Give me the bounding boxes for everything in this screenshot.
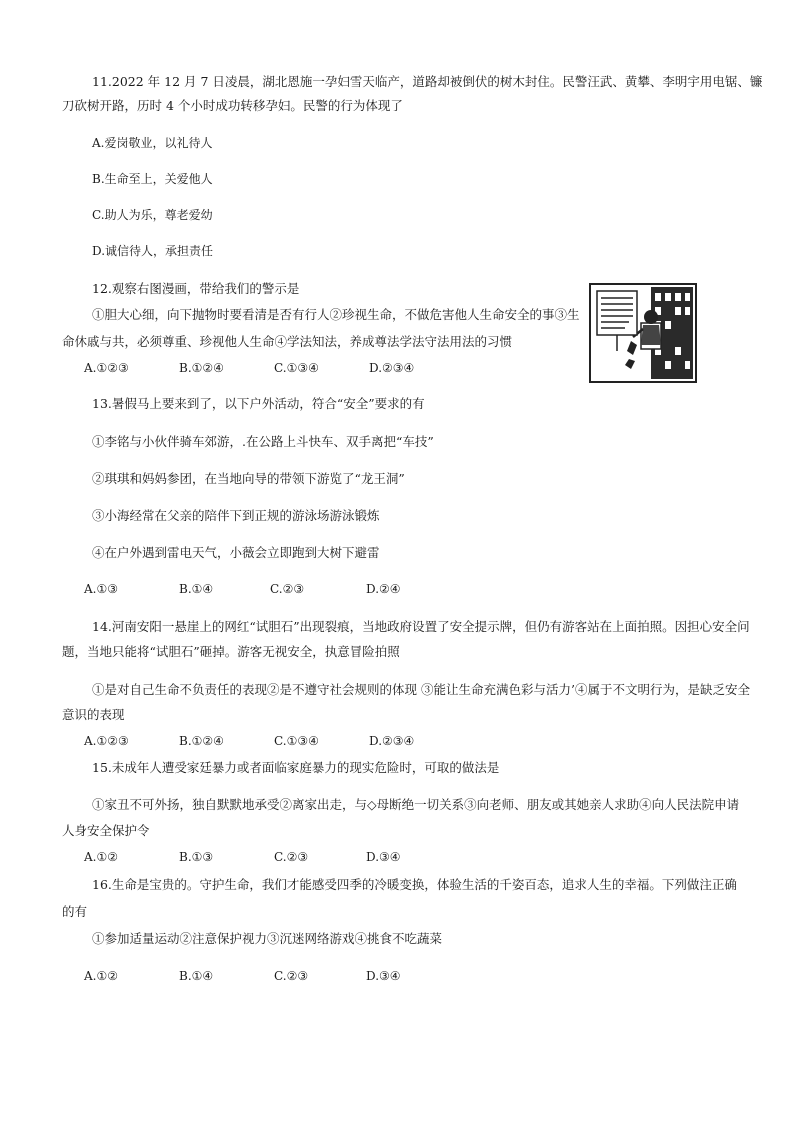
q12-option-a: A.①②③ [84,361,129,375]
q12-items-line1: ①胆大心细，向下抛物时要看清是否有行人②珍视生命，不做危害他人生命安全的事③生 [92,307,580,322]
q11-option-b: B.生命至上，关爱他人 [92,172,213,186]
q12-option-c: C.①③④ [274,361,319,375]
q14-option-a: A.①②③ [84,734,129,748]
q12-items-line2: 命休戚与共，必须尊重、珍视他人生命④学法知法，养成尊法学法守法用法的习惯 [62,334,513,349]
q13-item-2: ②琪琪和妈妈参团，在当地向导的带领下游览了“龙王洞” [92,471,405,486]
q16-option-b: B.①④ [179,969,214,983]
q15-option-b: B.①③ [179,850,214,864]
q11-option-d: D.诚信待人，承担责任 [92,244,214,258]
q11-stem-line2: 刀砍树开路，历时 4 个小时成功转移孕妇。民警的行为体现了 [62,98,403,113]
q11-option-c: C.助人为乐，尊老爱幼 [92,208,213,222]
q12-option-b: B.①②④ [179,361,224,375]
q14-stem-line2: 题，当地只能将“试胆石”砸掉。游客无视安全，执意冒险拍照 [62,644,400,659]
q16-stem-line2: 的有 [62,904,88,919]
q13-option-c: C.②③ [270,582,305,596]
q16-items: ①参加适量运动②注意保护视力③沉迷网络游戏④挑食不吃蔬菜 [92,931,443,946]
q13-stem: 13.暑假马上要来到了，以下户外活动，符合“安全”要求的有 [92,396,425,411]
q14-items-line1: ①是对自己生命不负责任的表现②是不遵守社会规则的体现 ③能让生命充满色彩与活力’④属于不文明行为，是缺乏安全 [92,682,750,697]
q12-option-d: D.②③④ [369,361,415,375]
q15-option-a: A.①② [84,850,118,864]
q15-option-c: C.②③ [274,850,309,864]
q14-option-d: D.②③④ [369,734,415,748]
q13-option-d: D.②④ [366,582,401,596]
q15-stem: 15.未成年人遭受家廷暴力或者面临家庭暴力的现实危险时，可取的做法是 [92,760,500,775]
q16-option-d: D.③④ [366,969,401,983]
comic-drawing-icon [591,285,695,381]
q15-option-d: D.③④ [366,850,401,864]
q11-stem-line1: 11.2022 年 12 月 7 日凌晨，湖北恩施一孕妇雪天临产，道路却被倒伏的树木封住。民警汪武、黄攀、李明宇用电锯、镰 [92,74,763,89]
q16-option-c: C.②③ [274,969,309,983]
q13-item-4: ④在户外遇到雷电天气，小薇会立即跑到大树下避雷 [92,545,380,560]
q14-option-c: C.①③④ [274,734,319,748]
q13-item-1: ①李铭与小伙伴骑车郊游，.在公路上斗快车、双手离把“车技” [92,434,434,449]
comic-illustration [589,283,697,383]
q15-items-line1: ①家丑不可外扬，独自默默地承受②离家出走，与◇母断绝一切关系③向老师、朋友或其她亲人求助④向人民法院申请 [92,797,740,812]
q16-stem-line1: 16.生命是宝贵的。守护生命，我们才能感受四季的冷暖变换，体验生活的千姿百态，追求人生的幸福。下列做注正确 [92,877,737,892]
q13-item-3: ③小海经常在父亲的陪伴下到正规的游泳场游泳锻炼 [92,508,380,523]
q12-stem: 12.观察右图漫画，带给我们的警示是 [92,281,300,296]
q14-option-b: B.①②④ [179,734,224,748]
q11-option-a: A.爱岗敬业，以礼待人 [92,136,213,150]
q16-option-a: A.①② [84,969,118,983]
q14-items-line2: 意识的表现 [62,707,125,722]
q15-items-line2: 人身安全保护令 [62,823,150,838]
q14-stem-line1: 14.河南安阳一悬崖上的网红“试胆石”出现裂痕，当地政府设置了安全提示牌，但仍有游客站在上面拍照。因担心安全问 [92,619,750,634]
q13-option-a: A.①③ [84,582,118,596]
q13-option-b: B.①④ [179,582,214,596]
